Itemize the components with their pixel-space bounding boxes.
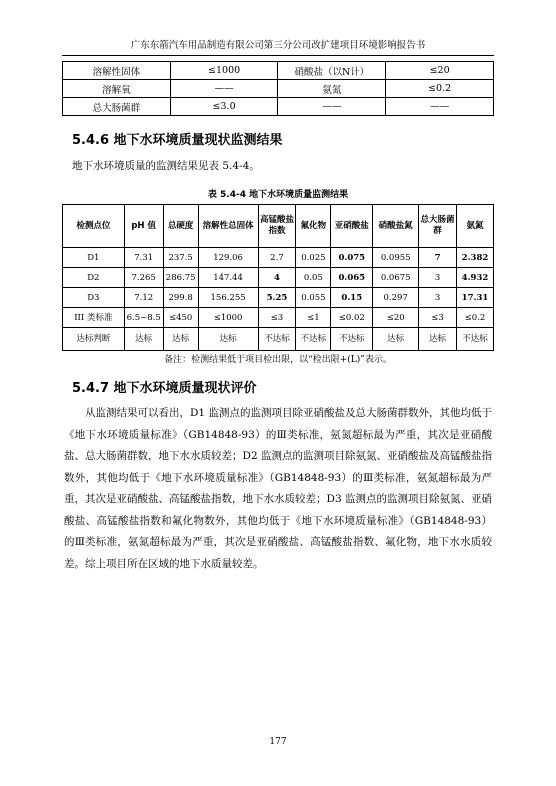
column-header: pH 值 [124, 205, 163, 248]
table-cell: ≤3.0 [170, 98, 278, 116]
standards-table-continued [62, 61, 494, 116]
evaluation-paragraph [64, 403, 492, 575]
table-cell: ≤1 [296, 308, 331, 328]
table-row [63, 80, 494, 98]
table-row [63, 98, 494, 116]
table-cell: 6.5~8.5 [124, 308, 163, 328]
table-cell: 286.75 [163, 268, 198, 288]
table-cell: D1 [63, 248, 125, 268]
table-cell: ≤20 [373, 308, 419, 328]
column-header: 检测点位 [63, 205, 125, 248]
table-cell: 7.265 [124, 268, 163, 288]
table-cell: 3 [419, 268, 457, 288]
table-cell: D3 [63, 288, 125, 308]
column-header: 亚硝酸盐 [331, 205, 373, 248]
page-header: 广东东箭汽车用品制造有限公司第三分公司改扩建项目环境影响报告书 [62, 37, 494, 56]
table-cell-exceeds: 17.31 [456, 288, 493, 308]
table-cell: 0.0955 [373, 248, 419, 268]
table-cell-exceeds: 5.25 [258, 288, 296, 308]
table-row [63, 248, 494, 268]
table-cell: —— [278, 98, 386, 116]
column-header: 总硬度 [163, 205, 198, 248]
table-header-row [63, 205, 494, 248]
column-header: 溶解性总固体 [198, 205, 258, 248]
table-cell: 达标 [124, 328, 163, 351]
table-cell-exceeds: 4.932 [456, 268, 493, 288]
table-cell: ≤20 [386, 62, 494, 80]
table-cell: 147.44 [198, 268, 258, 288]
table-cell: 硝酸盐（以N计） [278, 62, 386, 80]
table-cell-exceeds: 0.15 [331, 288, 373, 308]
table-cell: 0.05 [296, 268, 331, 288]
column-header: 总大肠菌群 [419, 205, 457, 248]
table-row-judgement [63, 328, 494, 351]
table-note: 备注：检测结果低于项目检出限，以“检出限+(L)”表示。 [164, 355, 392, 365]
table-cell: 0.025 [296, 248, 331, 268]
table-cell: 总大肠菌群 [63, 98, 171, 116]
table-cell: 129.06 [198, 248, 258, 268]
column-header: 氟化物 [296, 205, 331, 248]
table-cell: —— [386, 98, 494, 116]
table-cell-exceeds: 2.382 [456, 248, 493, 268]
table-cell: 0.055 [296, 288, 331, 308]
table-cell: 达标 [419, 328, 457, 351]
table-row-standard [63, 308, 494, 328]
table-cell: 2.7 [258, 248, 296, 268]
table-cell: 3 [419, 288, 457, 308]
table-row [63, 268, 494, 288]
table-row [63, 288, 494, 308]
table-cell: ≤3 [258, 308, 296, 328]
table-cell: 7.31 [124, 248, 163, 268]
column-header: 氨氮 [456, 205, 493, 248]
groundwater-monitoring-table [62, 204, 494, 351]
table-cell: 0.297 [373, 288, 419, 308]
section-heading-5-4-6: 5.4.6 地下水环境质量现状监测结果 [72, 133, 283, 148]
table-cell: 溶解性固体 [63, 62, 171, 80]
table-cell-exceeds: 0.065 [331, 268, 373, 288]
section-heading-5-4-7: 5.4.7 地下水环境质量现状评价 [72, 381, 257, 396]
table-cell: 7.12 [124, 288, 163, 308]
column-header: 硝酸盐氮 [373, 205, 419, 248]
table-cell: ≤0.02 [331, 308, 373, 328]
table-cell: III 类标准 [63, 308, 125, 328]
table-cell-exceeds: 0.075 [331, 248, 373, 268]
table-cell: ≤0.2 [456, 308, 493, 328]
table-cell: 156.255 [198, 288, 258, 308]
table-cell: 不达标 [258, 328, 296, 351]
table-cell: —— [170, 80, 278, 98]
column-header: 高锰酸盐指数 [258, 205, 296, 248]
table-cell: D2 [63, 268, 125, 288]
table-cell: 达标 [163, 328, 198, 351]
table-cell: 达标判断 [63, 328, 125, 351]
table-cell: ≤450 [163, 308, 198, 328]
table-cell: 达标 [373, 328, 419, 351]
page-number: 177 [269, 737, 287, 747]
table-cell: ≤1000 [198, 308, 258, 328]
table-cell: 不达标 [331, 328, 373, 351]
table-cell-exceeds: 7 [419, 248, 457, 268]
table-cell: ≤0.2 [386, 80, 494, 98]
table-cell: 不达标 [296, 328, 331, 351]
table-cell: 溶解氧 [63, 80, 171, 98]
table-cell: ≤3 [419, 308, 457, 328]
table-cell: 不达标 [456, 328, 493, 351]
table-cell: 0.0675 [373, 268, 419, 288]
table-cell: 达标 [198, 328, 258, 351]
table-row [63, 62, 494, 80]
table-caption: 表 5.4-4 地下水环境质量监测结果 [207, 190, 349, 200]
table-cell-exceeds: 4 [258, 268, 296, 288]
table-cell: 氨氮 [278, 80, 386, 98]
evaluation-paragraph-text: 从监测结果可以看出，D1 监测点的监测项目除亚硝酸盐及总大肠菌群数外，其他均低于《地下水环境质量标准》（GB14848-93）的Ⅲ类标准，氨氮超标最为严重，其次是亚硝酸盐、总大肠菌群数，地下水水质较差；D2 监测点的监测项目除氨氮、亚硝酸盐及高锰酸盐指数外，其他均低于《地下水环境质量标准》（GB14848-93）的Ⅲ类标准，氨氮超标最为严重，其次是亚硝酸盐、高锰酸盐指数，地下水水质较差；D3 监测点的监测项目除氨氮、亚硝酸盐、高锰酸盐指数和氟化物数外，其他均低于《地下水环境质量标准》（GB14848-93）的Ⅲ类标准，氨氮超标最为严重，其次是亚硝酸盐、高锰酸盐指数、氟化物，地下水水质较差。综上项目所在区域的地下水质量较差。 [64, 407, 492, 570]
intro-paragraph: 地下水环境质量的监测结果见表 5.4-4。 [72, 160, 260, 172]
table-cell: 299.8 [163, 288, 198, 308]
table-cell: 237.5 [163, 248, 198, 268]
table-cell: ≤1000 [170, 62, 278, 80]
